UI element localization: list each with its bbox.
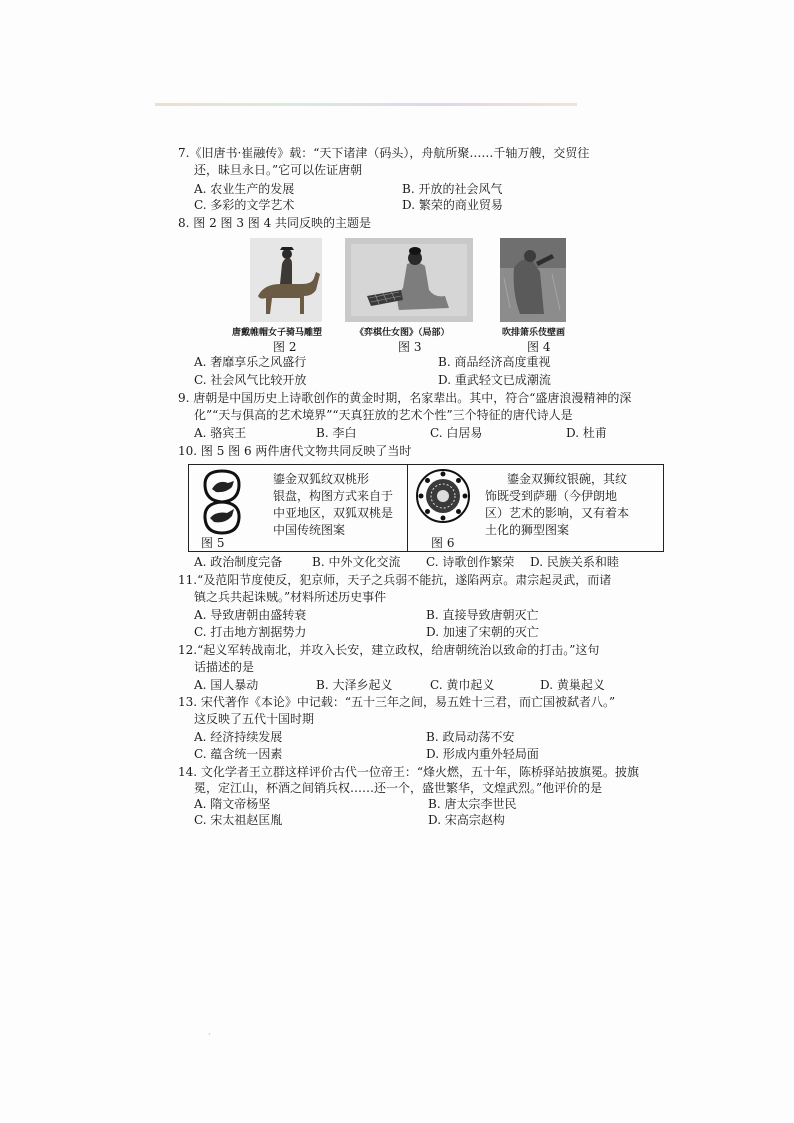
- figure-4-label: 图 4: [527, 340, 551, 354]
- q12-stem-line1: 12.“起义军转战南北，并攻入长安，建立政权，给唐朝统治以致命的打击。”这句: [178, 643, 600, 657]
- q14-stem-line2: 冕，定江山，杯酒之间销兵权……还一个，盛世繁华，文煌武烈。”他评价的是: [194, 781, 603, 795]
- figure-6-silver-bowl: [415, 468, 471, 524]
- q8-stem: 8. 图 2 图 3 图 4 共同反映的主题是: [178, 216, 372, 230]
- q9-option-c: C. 白居易: [430, 426, 483, 440]
- figure-6-desc-line4: 土化的狮型图案: [485, 523, 570, 537]
- q7-stem-line2: 还，昧旦永日。”它可以佐证唐朝: [194, 163, 363, 177]
- q9-option-b: B. 李白: [316, 426, 357, 440]
- q8-option-d: D. 重武轻文已成潮流: [438, 373, 551, 387]
- q13-option-a: A. 经济持续发展: [194, 730, 283, 744]
- q10-figure-divider: [407, 465, 408, 551]
- figure-6-label: 图 6: [431, 536, 455, 550]
- q11-option-d: D. 加速了宋朝的灭亡: [426, 625, 539, 639]
- q13-option-c: C. 蕴含统一因素: [194, 747, 283, 761]
- figure-5-desc-line4: 中国传统图案: [273, 523, 346, 537]
- q12-stem-line2: 话描述的是: [194, 660, 255, 674]
- q14-option-b: B. 唐太宗李世民: [428, 797, 517, 811]
- q8-option-a: A. 奢靡享乐之风盛行: [194, 355, 307, 369]
- q9-option-d: D. 杜甫: [566, 426, 607, 440]
- figure-6-desc-line3: 区）艺术的影响，又有着本: [485, 506, 630, 520]
- figure-5-label: 图 5: [201, 536, 225, 550]
- q11-option-b: B. 直接导致唐朝灭亡: [426, 608, 539, 622]
- q14-option-d: D. 宋高宗赵构: [428, 813, 505, 827]
- q12-option-b: B. 大泽乡起义: [316, 678, 393, 692]
- q10-option-a: A. 政治制度完备: [194, 555, 283, 569]
- figure-6-desc-line1: 鎏金双狮纹银碗，其纹: [507, 472, 628, 486]
- q10-stem: 10. 图 5 图 6 两件唐代文物共同反映了当时: [178, 444, 412, 458]
- q14-option-a: A. 隋文帝杨坚: [194, 797, 271, 811]
- q8-option-c: C. 社会风气比较开放: [194, 373, 307, 387]
- q9-stem-line1: 9. 唐朝是中国历史上诗歌创作的黄金时期，名家辈出。其中，符合“盛唐浪漫精神的深: [178, 391, 632, 405]
- figure-6-desc-line2: 饰既受到萨珊（今伊朗地: [485, 489, 618, 503]
- q12-option-d: D. 黄巢起义: [540, 678, 605, 692]
- q13-option-d: D. 形成内重外轻局面: [426, 747, 539, 761]
- q7-option-b: B. 开放的社会风气: [402, 182, 503, 196]
- q11-stem-line1: 11.“及范阳节度使反，犯京师，天子之兵弱不能抗，遂陷两京。肃宗起灵武，而诸: [178, 573, 612, 587]
- figure-4-caption: 吹排箫乐伎壁画: [502, 328, 566, 338]
- figure-3-painting: [345, 238, 473, 322]
- q13-stem-line2: 这反映了五代十国时期: [194, 712, 315, 726]
- q10-figure-table: [188, 464, 664, 552]
- q13-stem-line1: 13. 宋代著作《本论》中记载：“五十三年之间，易五姓十三君，而亡国被弑者八。”: [178, 695, 616, 709]
- q14-stem-line1: 14. 文化学者王立群这样评价古代一位帝王：“烽火燃，五十年，陈桥驿站披旗冕。披旗: [178, 765, 640, 779]
- q12-option-a: A. 国人暴动: [194, 678, 259, 692]
- figure-2-label: 图 2: [273, 340, 297, 354]
- q7-option-c: C. 多彩的文学艺术: [194, 198, 295, 212]
- figure-5-desc-line3: 中亚地区，双狐双桃是: [273, 506, 394, 520]
- q11-option-c: C. 打击地方割据势力: [194, 625, 307, 639]
- q14-option-c: C. 宋太祖赵匡胤: [194, 813, 283, 827]
- q9-stem-line2: 化”“天与俱高的艺术境界”“天真狂放的艺术个性”三个特征的唐代诗人是: [194, 408, 573, 422]
- q8-option-b: B. 商品经济高度重视: [438, 355, 551, 369]
- q13-option-b: B. 政局动荡不安: [426, 730, 515, 744]
- q7-option-a: A. 农业生产的发展: [194, 182, 295, 196]
- figure-3-label: 图 3: [398, 340, 422, 354]
- q10-option-d: D. 民族关系和睦: [530, 555, 619, 569]
- q11-stem-line2: 镇之兵共起诛贼。”材料所述历史事件: [194, 590, 387, 604]
- figure-5-desc-line2: 银盘，构图方式来自于: [273, 489, 394, 503]
- figure-5-silver-plate: [201, 467, 243, 537]
- q9-option-a: A. 骆宾王: [194, 426, 247, 440]
- q12-option-c: C. 黄巾起义: [430, 678, 495, 692]
- figure-2-caption: 唐戴帷帽女子骑马雕塑: [232, 328, 323, 338]
- figure-4-mural: [500, 238, 566, 322]
- figure-3-caption: 《弈棋仕女图》（局部）: [355, 328, 450, 338]
- figure-5-desc-line1: 鎏金双狐纹双桃形: [273, 472, 370, 486]
- header-decor-line: [155, 103, 577, 106]
- scan-speck: ·: [208, 1030, 211, 1039]
- q10-option-c: C. 诗歌创作繁荣: [426, 555, 515, 569]
- q10-option-b: B. 中外文化交流: [312, 555, 401, 569]
- figure-2-photo: [250, 238, 322, 322]
- q7-option-d: D. 繁荣的商业贸易: [402, 198, 503, 212]
- q11-option-a: A. 导致唐朝由盛转衰: [194, 608, 307, 622]
- q7-stem-line1: 7.《旧唐书·崔融传》载：“天下诸津（码头），舟航所聚……千轴万艘，交贸往: [178, 146, 590, 160]
